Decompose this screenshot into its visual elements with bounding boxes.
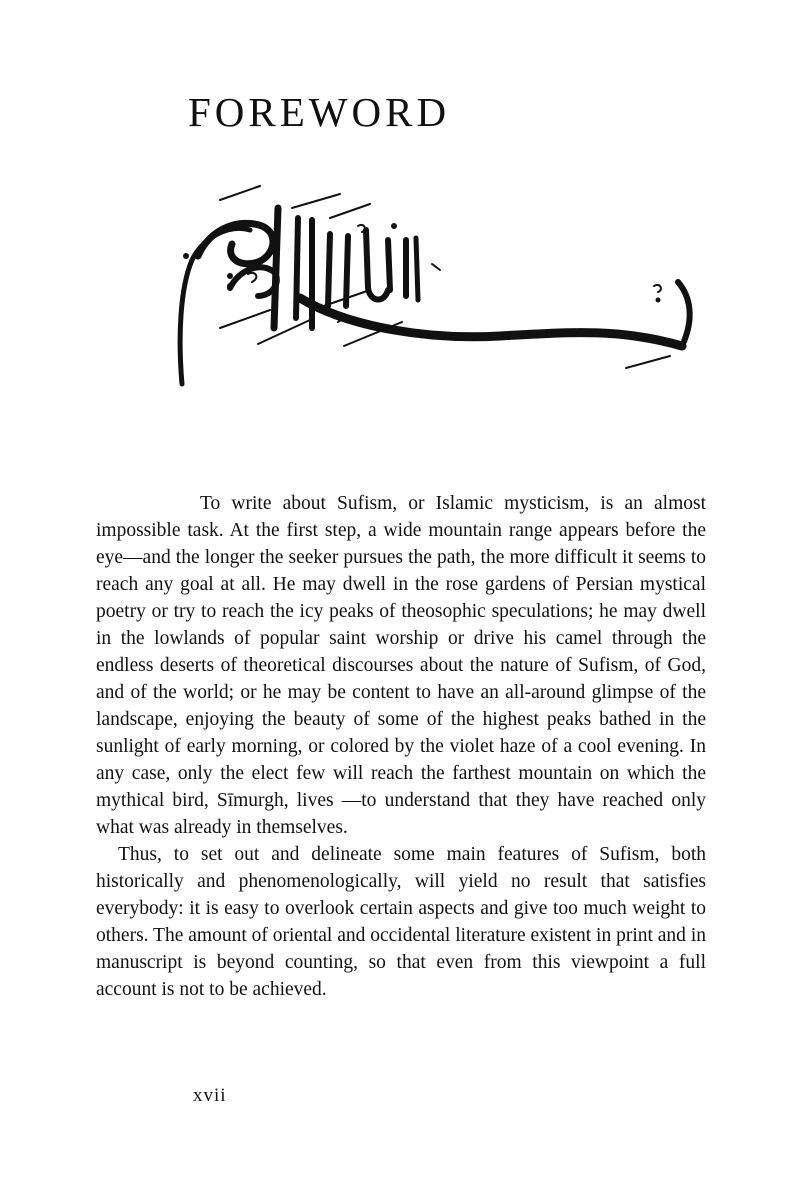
paragraph-2: Thus, to set out and delineate some main features of Sufism, both historically and phenomenologically, will yield no result that satisfies everybody: it is easy to overlook certain aspects and give too much weight to others. The amount of oriental and occidental literature existent in print and in manuscript is beyond counting, so that even from this viewpoint a full account is not to be achieved. <box>96 844 706 1000</box>
page-heading: FOREWORD <box>188 89 451 135</box>
foreword-body <box>96 490 706 1003</box>
basmala-calligraphy-image <box>170 178 710 398</box>
paragraph-1: To write about Sufism, or Islamic mysticism, is an almost impossible task. At the first step, a wide mountain range appears before the eye—and the longer the seeker pursues the path, the more difficult it seems to reach any goal at all. He may dwell in the rose gardens of Persian mystical poetry or try to reach the icy peaks of theosophic speculations; he may dwell in the lowlands of popular saint worship or drive his camel through the endless deserts of theoretical discourses about the nature of Sufism, of God, and of the world; or he may be content to have an all-around glimpse of the landscape, enjoying the beauty of some of the highest peaks bathed in the sunlight of early morning, or colored by the violet haze of a cool evening. In any case, only the elect few will reach the farthest mountain on which the mythical bird, Sīmurgh, lives —to understand that they have reached only what was already in themselves. <box>96 493 706 838</box>
page-number: xvii <box>193 1085 227 1106</box>
